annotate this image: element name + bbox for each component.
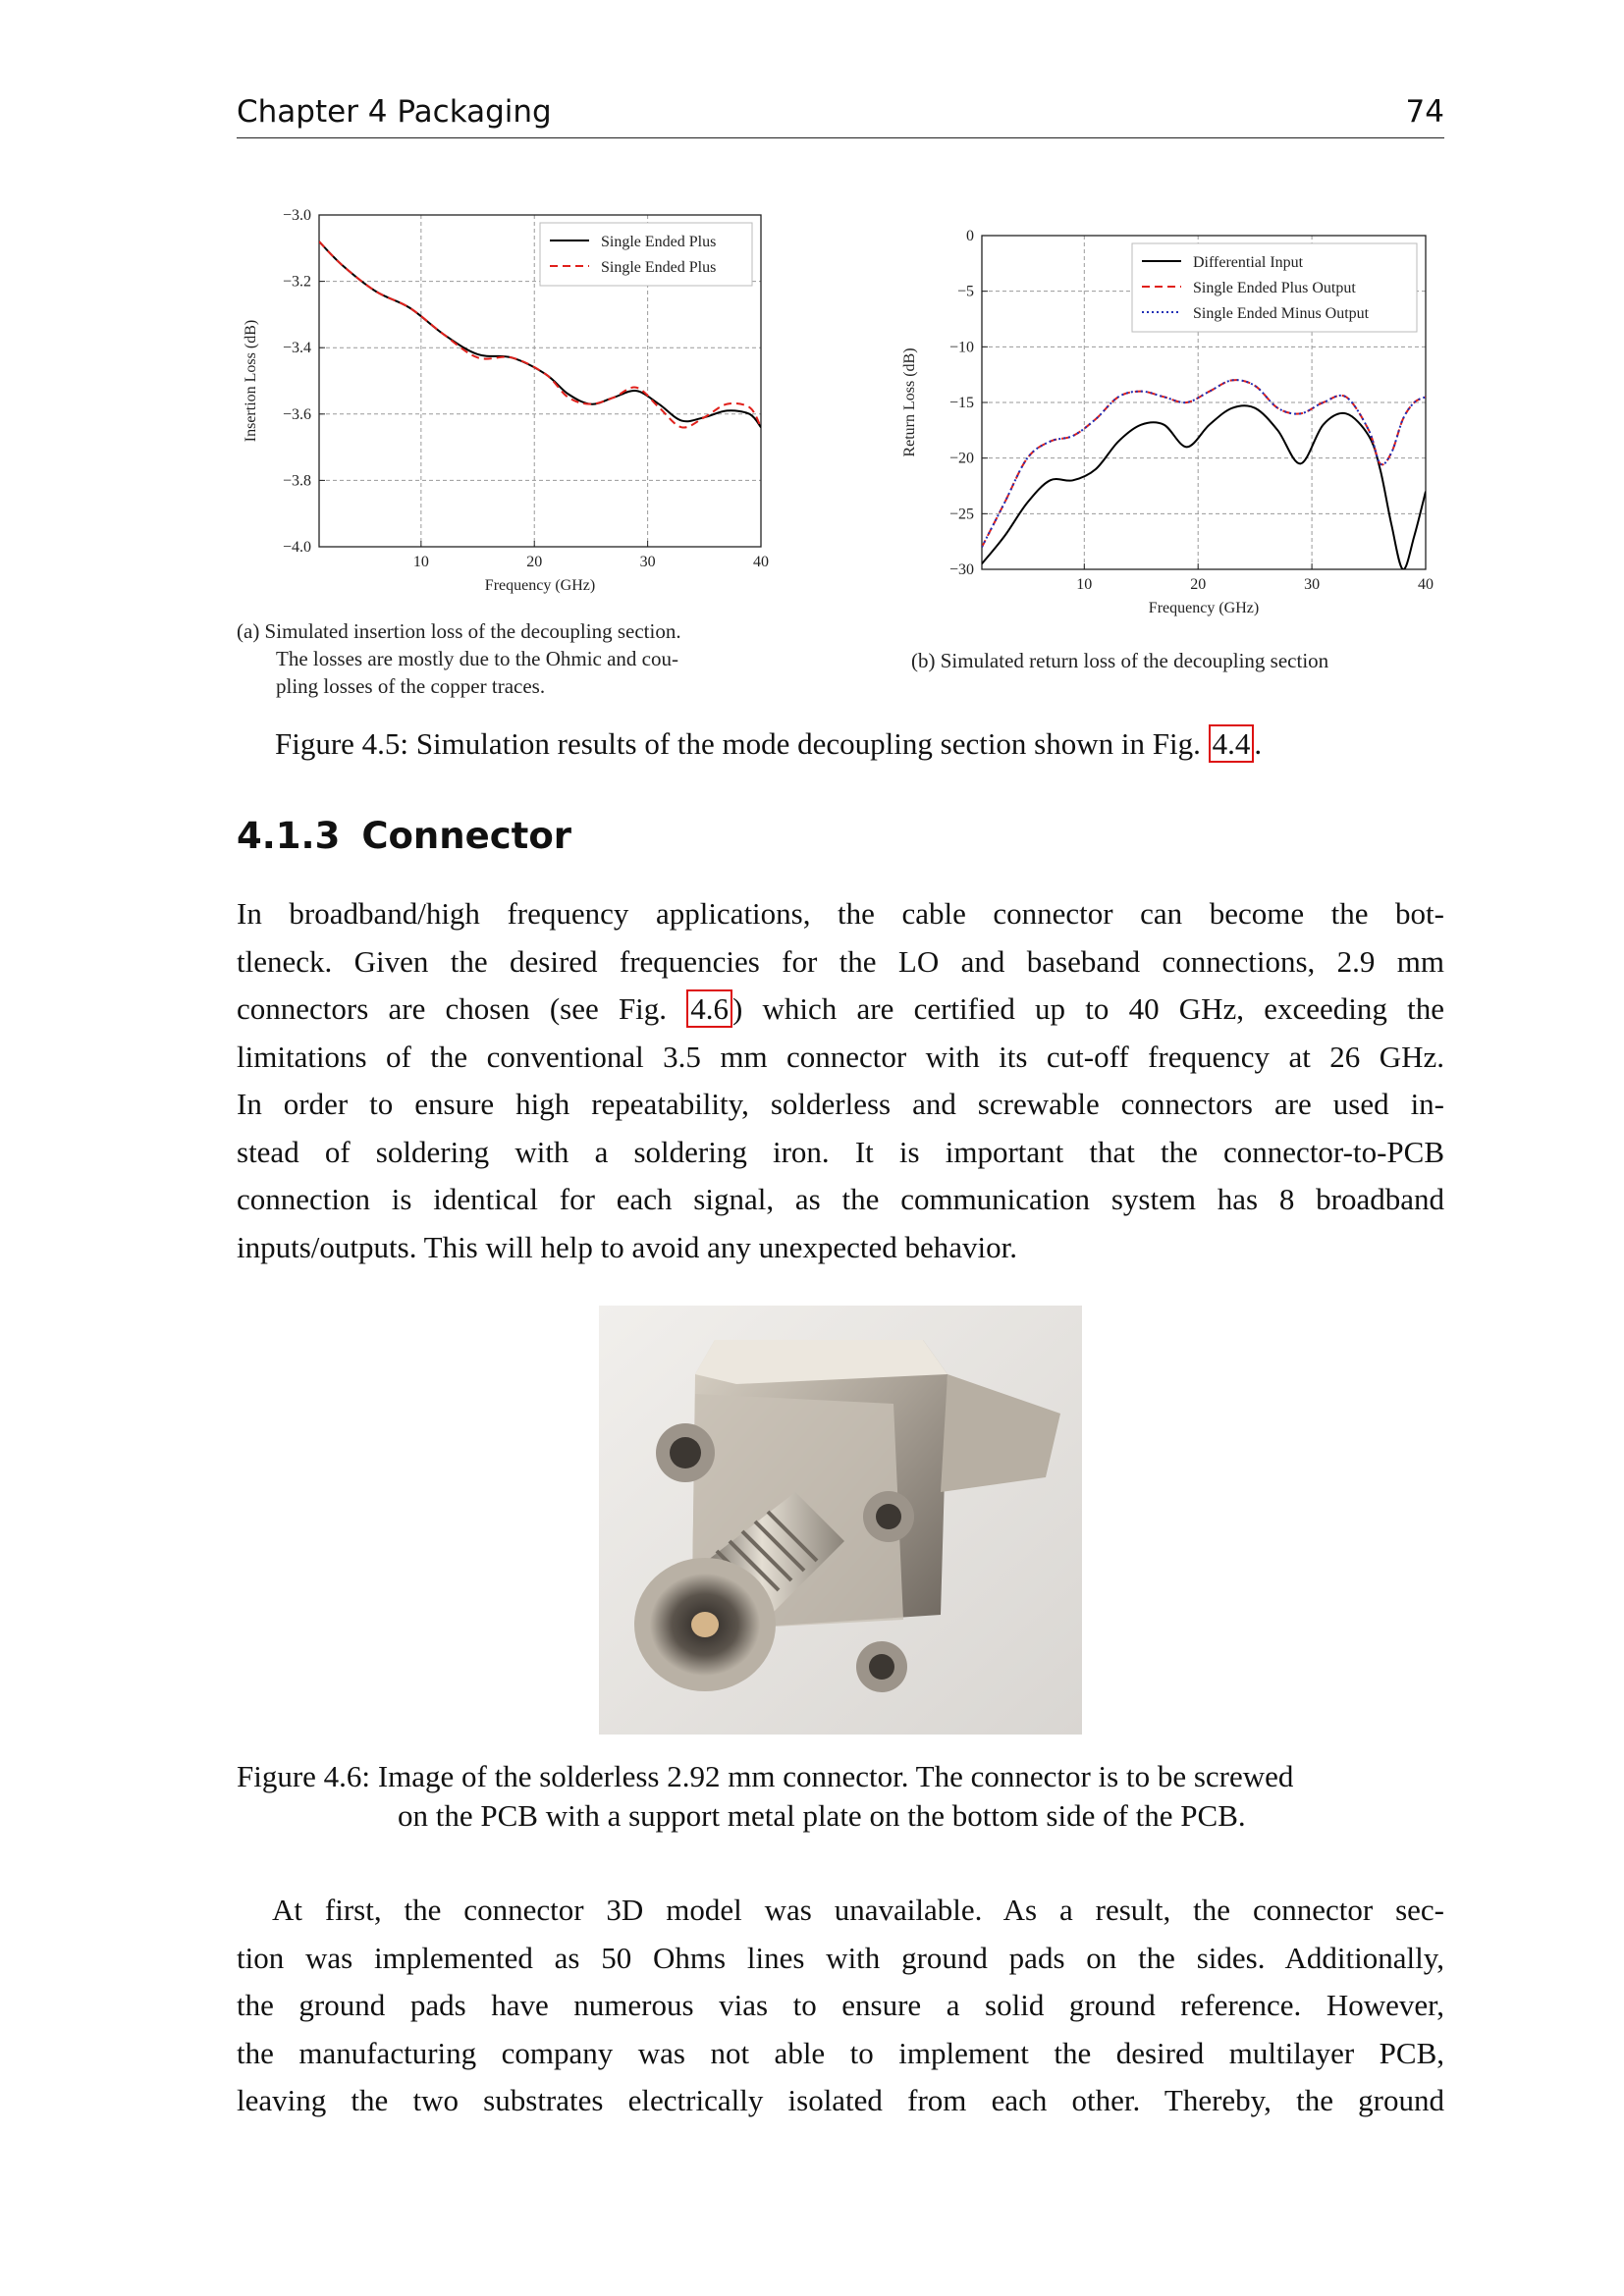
legend-label: Single Ended Minus Output bbox=[1193, 305, 1370, 322]
subcaption-a-line: pling losses of the copper traces. bbox=[276, 674, 546, 698]
figure-4-6-caption bbox=[237, 1757, 1444, 1836]
connector-photo bbox=[599, 1306, 1082, 1735]
text-line: the ground pads have numerous vias to ensure a solid ground reference. However, bbox=[237, 1988, 1444, 2022]
paragraph-connector bbox=[237, 890, 1444, 1271]
x-axis-label: Frequency (GHz) bbox=[484, 577, 596, 594]
legend-label: Single Ended Plus bbox=[601, 234, 717, 250]
text-line: inputs/outputs. This will help to avoid any unexpected behavior. bbox=[237, 1229, 1017, 1264]
running-header bbox=[237, 94, 1444, 138]
figure-ref-link[interactable]: 4.6 bbox=[686, 989, 732, 1028]
y-tick-label: −3.6 bbox=[282, 405, 311, 423]
y-tick-label: −3.8 bbox=[282, 472, 311, 490]
text-segment: ) which are certified up to 40 GHz, exceeding the bbox=[732, 991, 1444, 1026]
caption-line: on the PCB with a support metal plate on the bottom side of the PCB. bbox=[398, 1798, 1246, 1833]
text-line: limitations of the conventional 3.5 mm connector with its cut-off frequency at 26 GHz. bbox=[237, 1039, 1444, 1074]
x-tick-label: 30 bbox=[1304, 576, 1321, 593]
legend-label: Single Ended Plus Output bbox=[1193, 280, 1356, 296]
text-line: leaving the two substrates electrically isolated from each other. Thereby, the ground bbox=[237, 2083, 1444, 2117]
section-title: Connector bbox=[361, 815, 571, 857]
caption-text: Image of the solderless 2.92 mm connector. The connector is to be screwed bbox=[377, 1759, 1294, 1793]
series-line bbox=[982, 405, 1426, 569]
y-tick-label: −4.0 bbox=[282, 539, 311, 556]
text-line: tleneck. Given the desired frequencies for the LO and baseband connections, 2.9 mm bbox=[237, 943, 1444, 979]
text-line bbox=[237, 986, 1444, 1034]
subcaption-a-line: (a) Simulated insertion loss of the decoupling section. bbox=[237, 619, 681, 643]
subfigure-b bbox=[889, 221, 1448, 633]
figure-ref-link[interactable]: 4.4 bbox=[1209, 724, 1255, 763]
page-number: 74 bbox=[1405, 94, 1444, 130]
text-line: stead of soldering with a soldering iron. It is important that the connector-to-PCB bbox=[237, 1134, 1444, 1169]
x-axis-label: Frequency (GHz) bbox=[1148, 600, 1260, 616]
section-number: 4.1.3 bbox=[237, 815, 341, 857]
y-tick-label: −20 bbox=[948, 450, 974, 467]
connector-illustration bbox=[599, 1306, 1082, 1735]
y-tick-label: −10 bbox=[948, 339, 974, 356]
caption-end: . bbox=[1254, 726, 1263, 761]
x-tick-label: 30 bbox=[639, 554, 656, 570]
y-tick-label: −3.2 bbox=[282, 273, 311, 291]
legend-label: Differential Input bbox=[1193, 254, 1304, 271]
x-tick-label: 40 bbox=[753, 554, 769, 570]
text-line: connection is identical for each signal, as the communication system has 8 broadband bbox=[237, 1182, 1444, 1216]
y-tick-label: −15 bbox=[948, 395, 974, 411]
subfigure-a bbox=[236, 201, 785, 594]
x-tick-label: 10 bbox=[412, 554, 429, 570]
text-line: At first, the connector 3D model was unavailable. As a result, the connector sec- bbox=[272, 1893, 1444, 1927]
legend-box bbox=[540, 223, 752, 286]
series-line bbox=[982, 380, 1426, 547]
y-axis-label: Insertion Loss (dB) bbox=[243, 319, 259, 443]
y-tick-label: −5 bbox=[956, 283, 974, 300]
chapter-title: Chapter 4 Packaging bbox=[237, 94, 552, 130]
text-line: In broadband/high frequency applications, the cable connector can become the bot- bbox=[237, 896, 1444, 931]
figure-label: Figure 4.5: bbox=[275, 726, 409, 761]
x-tick-label: 20 bbox=[1190, 576, 1207, 593]
legend-label: Single Ended Plus bbox=[601, 259, 717, 276]
y-tick-label: −30 bbox=[948, 561, 974, 578]
figure-4-5-caption bbox=[275, 724, 1453, 764]
text-segment: connectors are chosen (see Fig. bbox=[237, 991, 668, 1026]
y-tick-label: −25 bbox=[948, 506, 974, 523]
caption-line bbox=[237, 1757, 1444, 1796]
text-line: In order to ensure high repeatability, solderless and screwable connectors are used in- bbox=[237, 1087, 1444, 1121]
y-axis-label: Return Loss (dB) bbox=[901, 347, 918, 457]
section-heading bbox=[237, 815, 571, 857]
paragraph-connector-model bbox=[237, 1887, 1444, 2125]
return-loss-chart bbox=[889, 221, 1448, 633]
y-tick-label: 0 bbox=[966, 228, 974, 244]
text-line: tion was implemented as 50 Ohms lines with ground pads on the sides. Additionally, bbox=[237, 1940, 1444, 1975]
subcaption-b bbox=[911, 647, 1461, 674]
subcaption-b-text: (b) Simulated return loss of the decoupling section bbox=[911, 649, 1329, 672]
x-tick-label: 40 bbox=[1418, 576, 1434, 593]
x-tick-label: 20 bbox=[526, 554, 543, 570]
subcaption-a-line: The losses are mostly due to the Ohmic and cou- bbox=[276, 647, 678, 670]
insertion-loss-chart bbox=[236, 201, 785, 594]
figure-label: Figure 4.6: bbox=[237, 1759, 371, 1793]
caption-text: Simulation results of the mode decoupling section shown in Fig. bbox=[415, 726, 1201, 761]
y-tick-label: −3.4 bbox=[282, 340, 311, 357]
text-line: the manufacturing company was not able to implement the desired multilayer PCB, bbox=[237, 2035, 1444, 2070]
series-line bbox=[982, 380, 1426, 547]
subcaption-a bbox=[237, 617, 786, 700]
x-tick-label: 10 bbox=[1076, 576, 1093, 593]
y-tick-label: −3.0 bbox=[282, 207, 311, 224]
